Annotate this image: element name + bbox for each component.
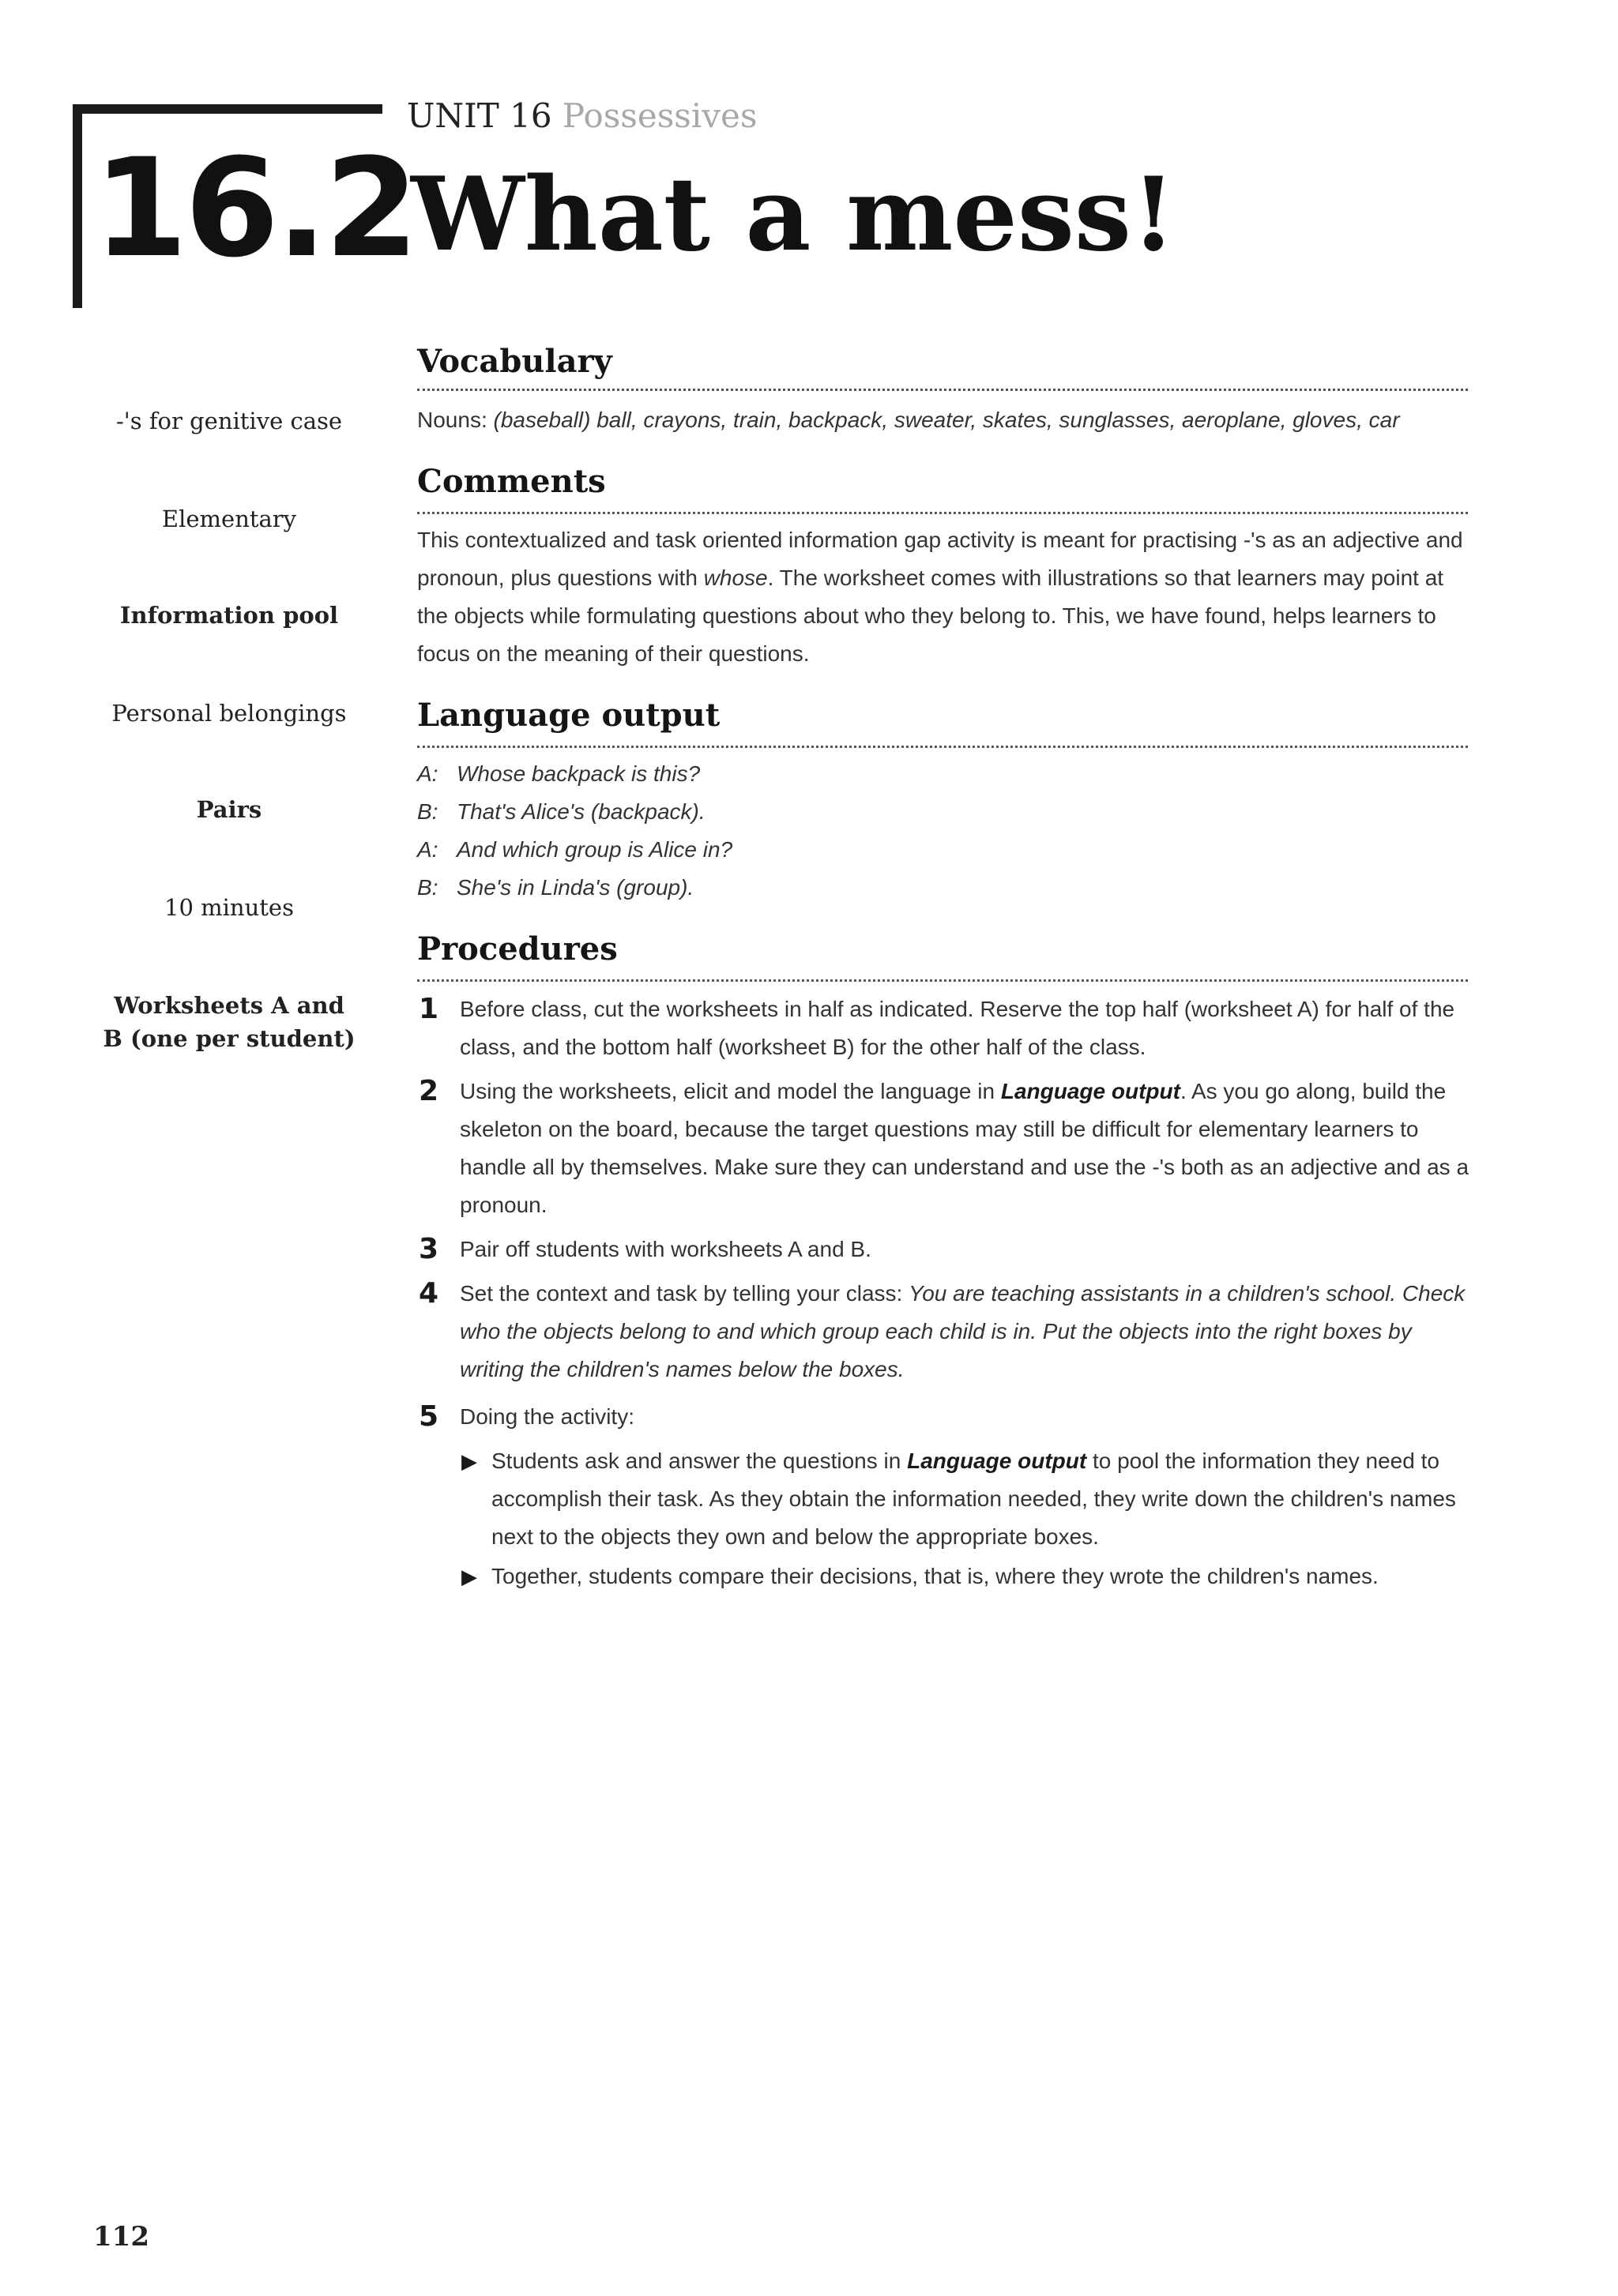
sidebar-level: Elementary bbox=[161, 505, 297, 532]
comments-part2: . The worksheet comes with illustrations so that learners may point at the objects while formulating questions about who they belong to. This, we have found, helps learners to focus on the meaning of their questions. bbox=[417, 566, 1444, 666]
bullet-text bbox=[491, 1442, 1471, 1556]
step-text-part: Set the context and task by telling your class: bbox=[460, 1281, 909, 1306]
comments-rule bbox=[417, 512, 1468, 514]
bullet-arrow-icon: ▶ bbox=[461, 1449, 477, 1473]
step-number: 4 bbox=[419, 1277, 439, 1310]
comments-italic-word: whose bbox=[703, 566, 768, 590]
unit-label: UNIT 16 bbox=[407, 96, 552, 135]
dialog-line bbox=[417, 793, 706, 831]
dialog-text: Whose backpack is this? bbox=[457, 761, 701, 786]
bullet-text-part: to pool the information they need to accomplish their task. As they obtain the information needed, they write down the children's names next to the objects they own and below the appropriate boxes. bbox=[491, 1449, 1456, 1549]
step-text bbox=[460, 1073, 1471, 1224]
sidebar-materials: Worksheets A and B (one per student) bbox=[103, 992, 356, 1052]
step-text-italic: You are teaching assistants in a children's school. Check who the objects belong to and which group each child is in. Put the objects into the right boxes by writing the children's names below the boxes. bbox=[460, 1281, 1466, 1381]
procedures-heading: Procedures bbox=[417, 930, 618, 968]
sidebar-class-organization: Pairs bbox=[196, 796, 262, 823]
sidebar-grammar-point: -'s for genitive case bbox=[115, 408, 343, 434]
step-number: 5 bbox=[419, 1400, 439, 1433]
step-text: Doing the activity: bbox=[460, 1404, 634, 1429]
dialog-text: That's Alice's (backpack). bbox=[457, 799, 706, 824]
bullet-text: Together, students compare their decisions, that is, where they wrote the children's names. bbox=[491, 1564, 1379, 1588]
sidebar-topic: Personal belongings bbox=[111, 700, 347, 727]
comments-part1: This contextualized and task oriented information gap activity is meant for practising -'s as an adjective and pronoun, plus questions with bbox=[417, 528, 1463, 590]
sidebar-activity-type: Information pool bbox=[119, 602, 339, 629]
step-number: 2 bbox=[419, 1075, 439, 1107]
comments-heading: Comments bbox=[417, 463, 606, 500]
step-text-part: . As you go along, build the skeleton on the board, because the target questions may still be difficult for elementary learners to handle all by themselves. Make sure they can understand and use the -'s both as an adjective and as a pronoun. bbox=[460, 1079, 1469, 1217]
vocabulary-heading: Vocabulary bbox=[417, 343, 612, 380]
step-text-part: Using the worksheets, elicit and model the language in bbox=[460, 1079, 1001, 1103]
bullet-text-part: Students ask and answer the questions in bbox=[491, 1449, 908, 1473]
step-number: 1 bbox=[419, 993, 439, 1025]
vocabulary-rule bbox=[417, 389, 1468, 391]
dialog-speaker: B: bbox=[417, 875, 438, 900]
dialog-speaker: B: bbox=[417, 799, 438, 824]
activity-title: What a mess! bbox=[411, 156, 1176, 274]
vocabulary-text bbox=[417, 401, 1468, 439]
activity-number: 16.2 bbox=[93, 129, 416, 287]
unit-topic: Possessives bbox=[562, 96, 758, 135]
bullet-keyword: Language output bbox=[907, 1449, 1087, 1473]
dialog-text: And which group is Alice in? bbox=[457, 837, 733, 862]
vocabulary-label: Nouns: bbox=[417, 408, 487, 432]
unit-header bbox=[407, 96, 757, 135]
language-output-rule bbox=[417, 746, 1468, 748]
step-text: Pair off students with worksheets A and B. bbox=[460, 1237, 871, 1261]
procedures-rule bbox=[417, 979, 1468, 982]
dialog-speaker: A: bbox=[417, 761, 438, 786]
page-number: 112 bbox=[93, 2221, 149, 2253]
comments-text bbox=[417, 521, 1468, 673]
step-text bbox=[460, 1275, 1471, 1388]
corner-bracket-top bbox=[73, 104, 382, 114]
dialog-line bbox=[417, 831, 732, 869]
step-keyword: Language output bbox=[1000, 1079, 1180, 1103]
corner-bracket-left bbox=[73, 104, 82, 308]
vocabulary-list: (baseball) ball, crayons, train, backpack, sweater, skates, sunglasses, aeroplane, gloves, car bbox=[493, 408, 1400, 432]
dialog-speaker: A: bbox=[417, 837, 438, 862]
step-number: 3 bbox=[419, 1233, 439, 1265]
sidebar-time: 10 minutes bbox=[164, 894, 294, 921]
dialog-text: She's in Linda's (group). bbox=[457, 875, 694, 900]
step-text: Before class, cut the worksheets in half as indicated. Reserve the top half (worksheet A) for half of the class, and the bottom half (worksheet B) for the other half of the class. bbox=[460, 997, 1455, 1059]
bullet-arrow-icon: ▶ bbox=[461, 1565, 477, 1588]
dialog-line bbox=[417, 755, 700, 793]
dialog-line bbox=[417, 869, 694, 907]
language-output-heading: Language output bbox=[417, 697, 721, 734]
